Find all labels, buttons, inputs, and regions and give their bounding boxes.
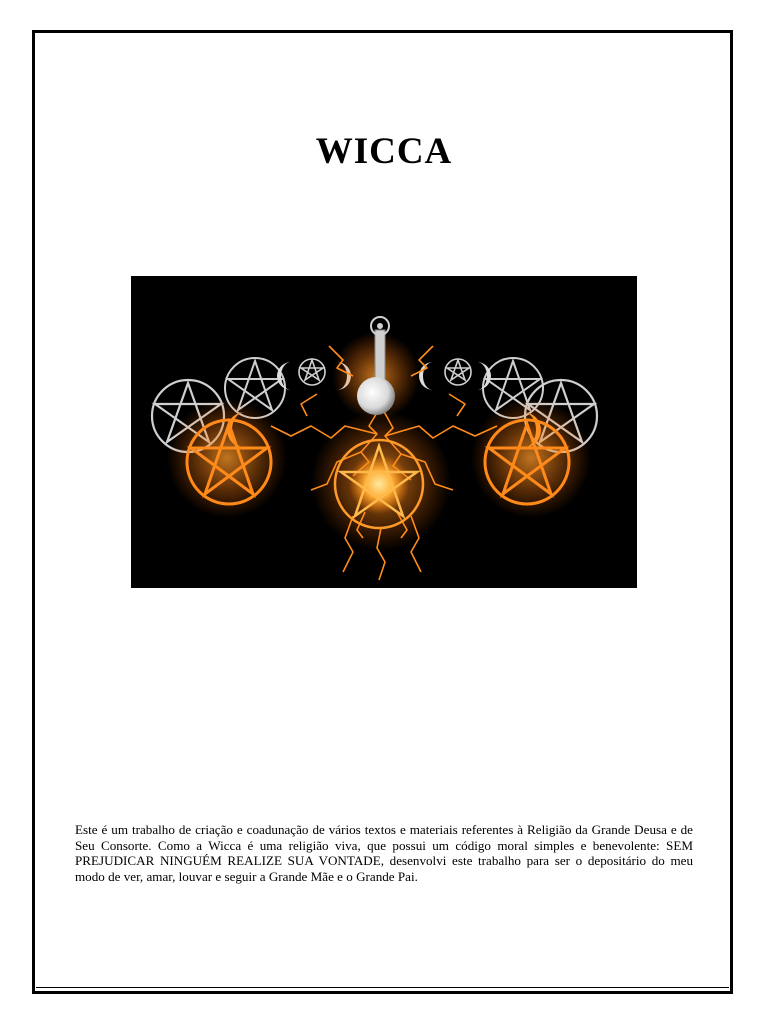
cover-illustration	[131, 276, 637, 588]
pentacles-moons-lightning-illustration	[131, 276, 637, 588]
document-title: WICCA	[315, 131, 453, 172]
page-border-bottom-rule	[36, 987, 729, 988]
intro-paragraph: Este é um trabalho de criação e coadunação de vários textos e materiais referentes à Religião da Grande Deusa e de Seu Consorte. Como a Wicca é uma religião viva, que possui um código moral simples e benevolente: SEM PREJUDICAR NINGUÉM REALIZE SUA VONTADE, desenvolvi este trabalho para ser o depositário do meu modo de ver, amar, louvar e seguir a Grande Mãe e o Grande Pai.	[75, 822, 693, 884]
glow-left	[167, 398, 287, 518]
silver-pentacle-small-right	[445, 359, 471, 385]
silver-pentacle-small-left	[299, 359, 325, 385]
glow-right	[471, 398, 591, 518]
